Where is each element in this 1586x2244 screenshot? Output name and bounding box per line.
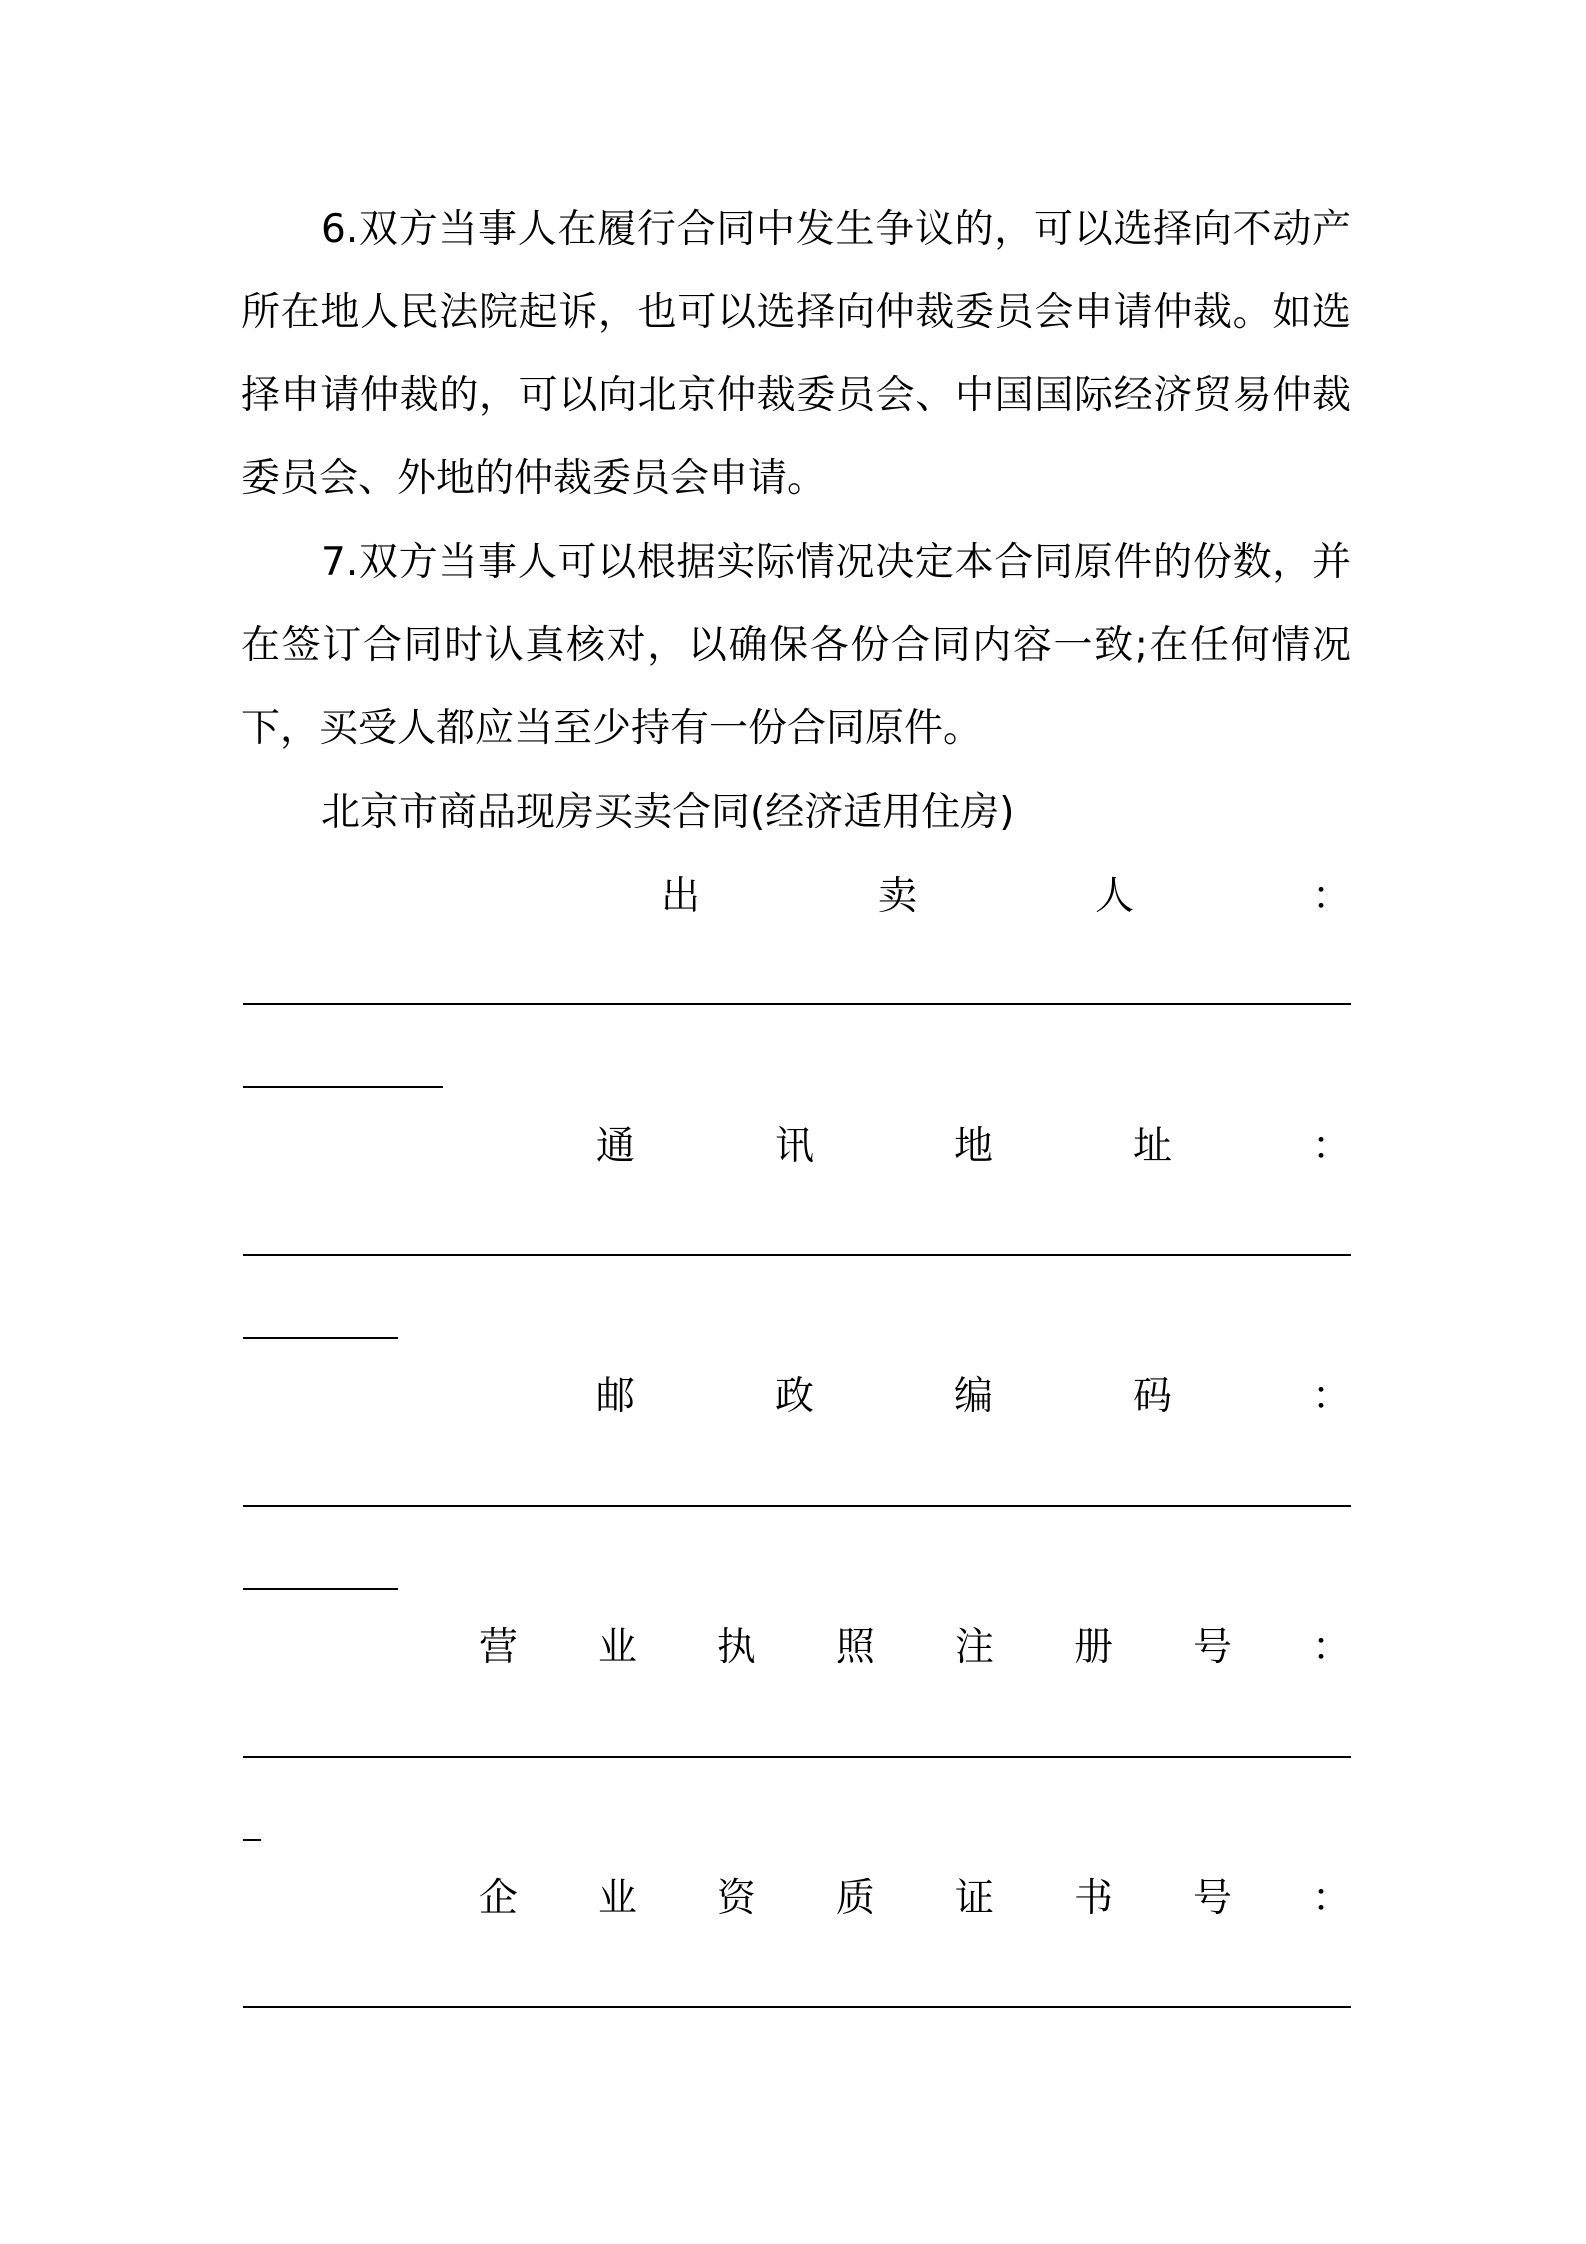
postcode-label-char: 邮: [595, 1374, 635, 1419]
address-label-char: 地: [953, 1124, 993, 1169]
address-blank-line[interactable]: [243, 1254, 1351, 1256]
license-label-char: 执: [716, 1625, 756, 1670]
qualification-certificate-label: [479, 1857, 1351, 1940]
seller-blank-line[interactable]: [243, 1003, 1351, 1005]
address-label-char: 通: [595, 1124, 635, 1169]
qualification-label-char: 书: [1073, 1876, 1113, 1921]
seller-label: [661, 855, 1351, 938]
business-license-blank-line-continued[interactable]: [243, 1839, 261, 1841]
license-label-colon: ：: [1311, 1625, 1351, 1670]
qualification-label-char: 资: [716, 1876, 756, 1921]
business-license-label: [479, 1606, 1351, 1689]
postcode-label: [596, 1355, 1351, 1438]
postcode-blank-line[interactable]: [243, 1505, 1351, 1507]
qualification-label-char: 证: [954, 1876, 994, 1921]
seller-label-char: 人: [1094, 874, 1134, 919]
postcode-label-colon: ：: [1311, 1374, 1351, 1419]
seller-blank-line-continued[interactable]: [243, 1086, 443, 1088]
license-label-char: 业: [597, 1625, 637, 1670]
contract-title: 北京市商品现房买卖合同(经济适用住房): [321, 790, 1015, 835]
address-label-char: 址: [1132, 1124, 1172, 1169]
postcode-label-char: 编: [953, 1374, 993, 1419]
postcode-label-char: 政: [774, 1374, 814, 1419]
address-label-char: 讯: [774, 1124, 814, 1169]
postcode-label-char: 码: [1132, 1374, 1172, 1419]
address-blank-line-continued[interactable]: [243, 1337, 398, 1339]
license-label-char: 号: [1192, 1625, 1232, 1670]
license-label-char: 册: [1073, 1625, 1113, 1670]
seller-label-char: 出: [660, 874, 700, 919]
seller-label-char: 卖: [877, 874, 917, 919]
paragraph-contract-copies: 7.双方当事人可以根据实际情况决定本合同原件的份数，并在签订合同时认真核对，以确保各份合同内容一致;在任何情况下，买受人都应当至少持有一份合同原件。: [241, 540, 1351, 751]
address-label: [596, 1105, 1351, 1188]
seller-label-colon: ：: [1311, 874, 1351, 919]
license-label-char: 照: [835, 1625, 875, 1670]
paragraph-dispute-resolution: 6.双方当事人在履行合同中发生争议的，可以选择向不动产所在地人民法院起诉，也可以选择向仲裁委员会申请仲裁。如选择申请仲裁的，可以向北京仲裁委员会、中国国际经济贸易仲裁委员会、外地的仲裁委员会申请。: [241, 207, 1351, 501]
qualification-label-char: 业: [597, 1876, 637, 1921]
license-label-char: 营: [478, 1625, 518, 1670]
address-label-colon: ：: [1311, 1124, 1351, 1169]
business-license-blank-line[interactable]: [243, 1756, 1351, 1758]
license-label-char: 注: [954, 1625, 994, 1670]
qualification-certificate-blank-line[interactable]: [243, 2006, 1351, 2008]
postcode-blank-line-continued[interactable]: [243, 1588, 398, 1590]
qualification-label-char: 质: [835, 1876, 875, 1921]
qualification-label-char: 号: [1192, 1876, 1232, 1921]
qualification-label-char: 企: [478, 1876, 518, 1921]
qualification-label-colon: ：: [1311, 1876, 1351, 1921]
